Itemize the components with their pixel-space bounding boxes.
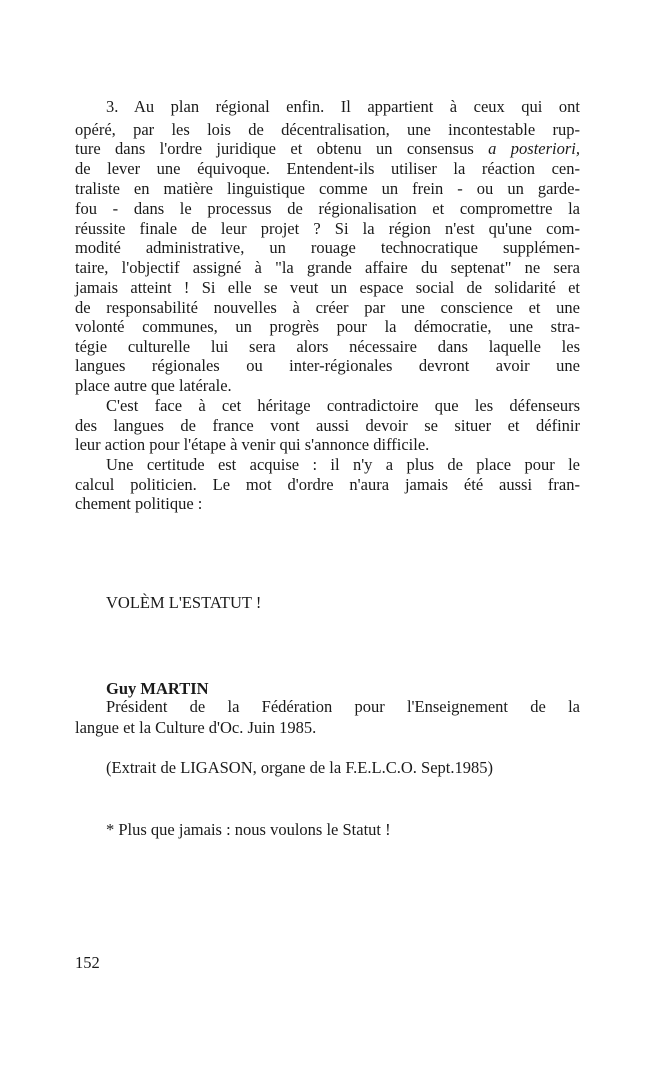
text-line: de responsabilité nouvelles à créer par une conscience et une xyxy=(75,298,580,317)
footnote: * Plus que jamais : nous voulons le Statut ! xyxy=(106,820,391,839)
text-line: de lever une équivoque. Entendent-ils utiliser la réaction cen- xyxy=(75,159,580,178)
page-number: 152 xyxy=(75,953,100,972)
text-line: traliste en matière linguistique comme un frein - ou un garde- xyxy=(75,179,580,198)
text-line: volonté communes, un progrès pour la démocratie, une stra- xyxy=(75,317,580,336)
text-line: langues régionales ou inter-régionales devront avoir une xyxy=(75,356,580,375)
text-line: Une certitude est acquise : il n'y a plus de place pour le xyxy=(106,455,580,474)
text-line: leur action pour l'étape à venir qui s'annonce difficile. xyxy=(75,435,430,454)
text-line: modité administrative, un rouage technocratique supplémen- xyxy=(75,238,580,257)
text-line: taire, l'objectif assigné à "la grande affaire du septenat" ne sera xyxy=(75,258,580,277)
text-line: place autre que latérale. xyxy=(75,376,232,395)
text-line: C'est face à cet héritage contradictoire que les défenseurs xyxy=(106,396,580,415)
text-line: opéré, par les lois de décentralisation, une incontestable rup- xyxy=(75,120,580,139)
text-line: des langues de france vont aussi devoir se situer et définir xyxy=(75,416,580,435)
text-line xyxy=(75,139,580,159)
text-line: calcul politicien. Le mot d'ordre n'aura jamais été aussi fran- xyxy=(75,475,580,494)
text-line: tégie culturelle lui sera alors nécessaire dans laquelle les xyxy=(75,337,580,356)
author-name: Guy MARTIN xyxy=(106,679,209,698)
text-line: réussite finale de leur projet ? Si la région n'est qu'une com- xyxy=(75,219,580,238)
text-segment: ture dans l'ordre juridique et obtenu un consensus xyxy=(75,139,474,158)
text-line: langue et la Culture d'Oc. Juin 1985. xyxy=(75,718,317,737)
text-line: fou - dans le processus de régionalisation et compromettre la xyxy=(75,199,580,218)
slogan: VOLÈM L'ESTATUT ! xyxy=(106,593,262,612)
text-line: 3. Au plan régional enfin. Il appartient à ceux qui ont xyxy=(106,97,580,116)
text-line: Président de la Fédération pour l'Enseignement de la xyxy=(106,697,580,716)
text-line: jamais atteint ! Si elle se veut un espace social de solidarité et xyxy=(75,278,580,297)
italic-phrase: a posteriori, xyxy=(488,139,580,158)
text-line: chement politique : xyxy=(75,494,203,513)
source-citation: (Extrait de LIGASON, organe de la F.E.L.C.O. Sept.1985) xyxy=(106,758,493,777)
